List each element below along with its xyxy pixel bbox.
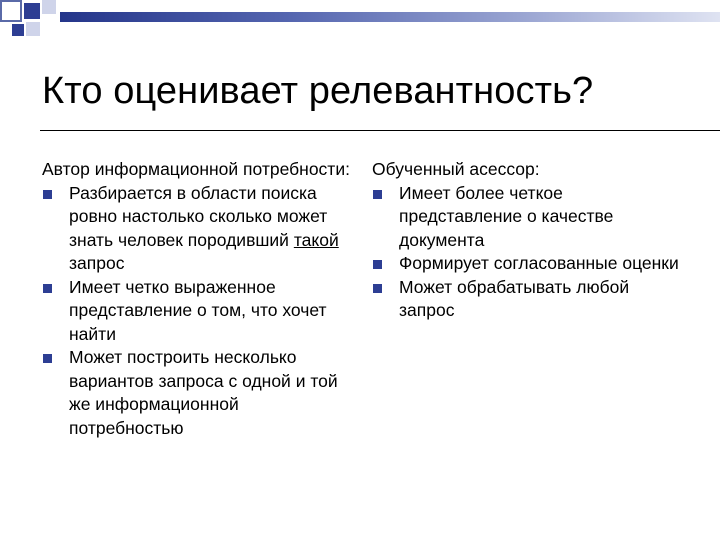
square-bullet-icon (43, 284, 52, 293)
square-bullet-icon (373, 284, 382, 293)
square-bullet-icon (373, 190, 382, 199)
left-column-lead: Автор информационной потребности: (42, 159, 350, 179)
decor-square-navy (24, 3, 40, 19)
header-decoration (0, 0, 720, 44)
list-item (372, 182, 688, 253)
left-bullet-list (42, 182, 354, 441)
right-column (372, 158, 688, 323)
list-item-text-after: запрос (69, 253, 125, 273)
right-column-lead: Обученный асессор: (372, 159, 540, 179)
square-bullet-icon (373, 260, 382, 269)
decor-square-light (42, 0, 56, 14)
decor-square-outline (0, 0, 22, 22)
right-bullet-list (372, 182, 688, 323)
slide-title: Кто оценивает релевантность? (42, 70, 594, 112)
list-item-text-underlined: такой (293, 229, 339, 250)
list-item (42, 276, 354, 347)
list-item-text-before: Разбирается в области поиска ровно настолько сколько может знать человек породивший (69, 182, 328, 250)
list-item-text: Может построить несколько вариантов запроса с одной и той же информационной потребностью (69, 347, 338, 438)
square-bullet-icon (43, 354, 52, 363)
list-item-text: Имеет четко выраженное представление о том, что хочет найти (69, 276, 327, 344)
decor-stripe (60, 12, 720, 22)
list-item-text: Может обрабатывать любой запрос (399, 276, 630, 320)
left-column (42, 158, 354, 440)
decor-square-light-small (26, 22, 40, 36)
list-item-text: Формирует согласованные оценки (399, 253, 679, 273)
list-item (372, 276, 688, 323)
list-item (42, 182, 354, 276)
list-item-text: Имеет более четкое представление о качестве документа (399, 182, 614, 250)
list-item (372, 252, 688, 276)
list-item (42, 346, 354, 440)
decor-square-navy-small (12, 24, 24, 36)
title-divider (40, 130, 720, 131)
square-bullet-icon (43, 190, 52, 199)
